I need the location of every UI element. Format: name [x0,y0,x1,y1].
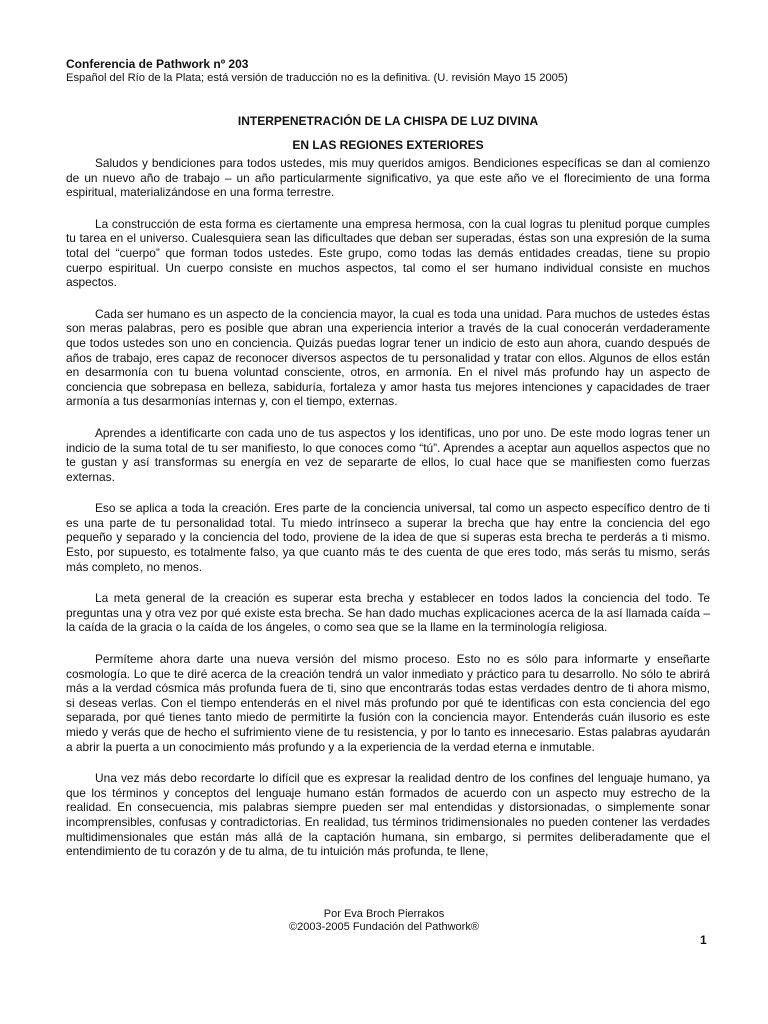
paragraph: Eso se aplica a toda la creación. Eres parte de la conciencia universal, tal como un aspecto específico dentro de ti es una parte de tu personalidad total. Tu miedo intrínseco a superar la brecha que hay entre la conciencia del ego pequeño y separado y la conciencia del todo, proviene de la idea de que si superas esta brecha te perderás a ti mismo. Esto, por supuesto, es totalmente falso, ya que cuanto más te des cuenta de que eres todo, más serás tu mismo, serás más completo, no menos. [66,501,710,574]
paragraph: Saludos y bendiciones para todos ustedes, mis muy queridos amigos. Bendiciones específicas se dan al comienzo de un nuevo año de trabajo – un año particularmente significativo, ya que este año ve el florecimiento de una forma espiritual, materializándose en una forma terrestre. [66,156,710,200]
footer-copyright: ©2003-2005 Fundación del Pathwork® [289,921,479,933]
page-number: 1 [700,933,707,947]
paragraph: La construcción de esta forma es ciertamente una empresa hermosa, con la cual logras tu plenitud porque cumples tu tarea en el universo. Cualesquiera sean las dificultades que deban ser superadas, éstas son una expresión de la suma total del “cuerpo” que forman todos ustedes. Este grupo, como todas las demás entidades creadas, tiene su propio cuerpo espiritual. Un cuerpo consiste en muchos aspectos, tal como el ser humano individual consiste en muchos aspectos. [66,216,710,290]
translation-note: Español del Río de la Plata; está versión de traducción no es la definitiva. (U. revisión Mayo 15 2005) [66,72,568,84]
paragraph: Una vez más debo recordarte lo difícil que es expresar la realidad dentro de los confines del lenguaje humano, ya que los términos y conceptos del lenguaje humano están formados de acuerdo con un aspecto muy estrecho de la realidad. En consecuencia, mis palabras siempre pueden ser mal entendidas y distorsionadas, o simplemente sonar incomprensibles, confusas y contradictorias. En realidad, tus términos tridimensionales no pueden contener las verdades multidimensionales que están más allá de la captación humana, sin embargo, si permites deliberadamente que el entendimiento de tu corazón y de tu alma, de tu intuición más profunda, te llene, [66,771,710,859]
lecture-title-line-2: EN LAS REGIONES EXTERIORES [292,138,484,152]
conference-title: Conferencia de Pathwork nº 203 [66,57,249,71]
lecture-title-line-1: INTERPENETRACIÓN DE LA CHISPA DE LUZ DIVINA [237,114,539,128]
paragraph: Cada ser humano es un aspecto de la conciencia mayor, la cual es toda una unidad. Para muchos de ustedes éstas son meras palabras, pero es posible que abran una experiencia interior a través de la cual conocerán verdaderamente que todos ustedes son uno en conciencia. Quizás puedas lograr tener un indicio de esto aun ahora, cuando después de años de trabajo, eres capaz de reconocer diversos aspectos de tu personalidad y tratar con ellos. Algunos de ellos están en desarmonía con tu buena voluntad consciente, otros, en armonía. En el nivel más profundo hay un aspecto de conciencia que sobrepasa en belleza, sabiduría, fortaleza y amor hasta tus mejores intenciones y capacidades de traer armonía a tus desarmonías internas y, con el tiempo, externas. [66,306,710,409]
paragraph: La meta general de la creación es superar esta brecha y establecer en todos lados la conciencia del todo. Te preguntas una y otra vez por qué existe esta brecha. Se han dado muchas explicaciones acerca de la así llamada caída – la caída de la gracia o la caída de los ángeles, o como sea que se la llame en la terminología religiosa. [66,591,710,635]
paragraph: Aprendes a identificarte con cada uno de tus aspectos y los identificas, uno por uno. De este modo logras tener un indicio de la suma total de tu ser manifiesto, lo que conoces como “tú”. Aprendes a aceptar aun aquellos aspectos que no te gustan y así transformas su energía en vez de separarte de ellos, lo cual hace que se manifiesten como fuerzas externas. [66,425,710,484]
footer-author: Por Eva Broch Pierrakos [323,908,445,920]
document-header [66,57,716,85]
paragraph: Permíteme ahora darte una nueva versión del mismo proceso. Esto no es sólo para informarte y enseñarte cosmología. Lo que te diré acerca de la creación tendrá un valor inmediato y práctico para tu desarrollo. No sólo te abrirá más a la verdad cósmica más profunda fuera de ti, sino que encontrarás todas estas verdades dentro de ti ahora mismo, si deseas verlas. Con el tiempo entenderás en el nivel más profundo por qué te identificas con esta conciencia del ego separada, por qué tienes tanto miedo de permitirte la fusión con la conciencia mayor. Entenderás cuán ilusorio es este miedo y verás que de hecho el sufrimiento viene de tu resistencia, y por lo tanto es innecesario. Estas palabras ayudarán a abrir la puerta a un conocimiento más profundo y a la experiencia de la verdad eterna e inmutable. [66,652,710,754]
document-body [66,156,710,876]
